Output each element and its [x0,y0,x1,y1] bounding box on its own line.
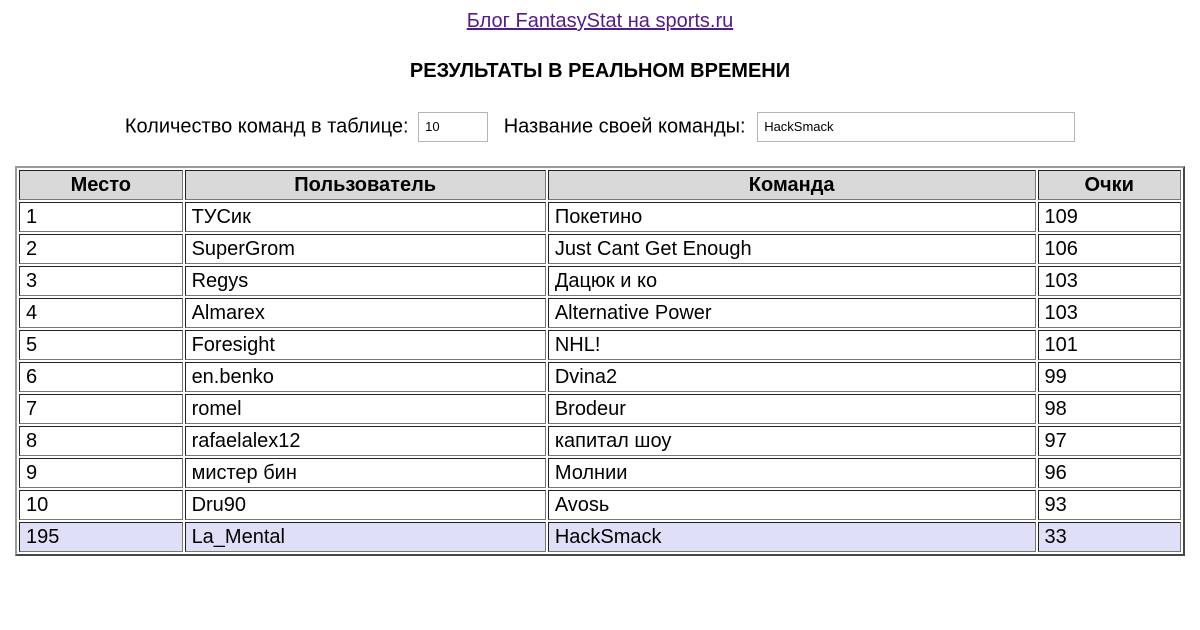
blog-link-container [0,8,1200,34]
column-header-user: Пользователь [185,170,546,200]
own-team-label: Название своей команды: [503,115,746,138]
cell-team: Avosь [548,490,1036,520]
table-row [19,330,1181,360]
cell-points: 99 [1038,362,1182,392]
cell-points: 103 [1038,266,1182,296]
cell-team: Дацюк и ко [548,266,1036,296]
own-team-row [19,522,1181,552]
cell-points: 103 [1038,298,1182,328]
results-table [15,166,1185,556]
table-row [19,458,1181,488]
column-header-team: Команда [548,170,1036,200]
cell-team: Покетино [548,202,1036,232]
cell-user: rafaelalex12 [185,426,546,456]
cell-points: 93 [1038,490,1182,520]
cell-team: Dvina2 [548,362,1036,392]
cell-place: 1 [19,202,183,232]
cell-team: Alternative Power [548,298,1036,328]
table-row [19,234,1181,264]
cell-team: Just Cant Get Enough [548,234,1036,264]
cell-team: HackSmack [548,522,1036,552]
team-count-label: Количество команд в таблице: [124,115,409,138]
cell-user: en.benko [185,362,546,392]
cell-user: Regys [185,266,546,296]
cell-user: ТУСик [185,202,546,232]
cell-user: Foresight [185,330,546,360]
cell-points: 98 [1038,394,1182,424]
cell-user: Dru90 [185,490,546,520]
team-count-input[interactable] [418,112,488,142]
cell-place: 2 [19,234,183,264]
table-row [19,490,1181,520]
cell-place: 6 [19,362,183,392]
cell-points: 109 [1038,202,1182,232]
column-header-place: Место [19,170,183,200]
table-row [19,394,1181,424]
cell-team: NHL! [548,330,1036,360]
cell-user: SuperGrom [185,234,546,264]
own-team-input[interactable] [757,112,1075,142]
table-row [19,362,1181,392]
cell-user: romel [185,394,546,424]
cell-place: 9 [19,458,183,488]
cell-points: 96 [1038,458,1182,488]
table-row [19,426,1181,456]
table-controls [0,108,1200,145]
cell-points: 106 [1038,234,1182,264]
cell-team: капитал шоу [548,426,1036,456]
cell-place: 5 [19,330,183,360]
results-table-wrapper [15,166,1185,556]
cell-points: 33 [1038,522,1182,552]
cell-place: 7 [19,394,183,424]
cell-points: 97 [1038,426,1182,456]
cell-place: 4 [19,298,183,328]
cell-team: Brodeur [548,394,1036,424]
page-title: РЕЗУЛЬТАТЫ В РЕАЛЬНОМ ВРЕМЕНИ [409,60,791,82]
column-header-points: Очки [1038,170,1182,200]
cell-user: La_Mental [185,522,546,552]
cell-place: 8 [19,426,183,456]
cell-place: 3 [19,266,183,296]
cell-place: 10 [19,490,183,520]
table-row [19,266,1181,296]
cell-team: Молнии [548,458,1036,488]
table-header-row [19,170,1181,200]
cell-place: 195 [19,522,183,552]
table-row [19,202,1181,232]
table-row [19,298,1181,328]
cell-points: 101 [1038,330,1182,360]
cell-user: Almarex [185,298,546,328]
blog-link[interactable]: Блог FantasyStat на sports.ru [466,10,734,32]
cell-user: мистер бин [185,458,546,488]
